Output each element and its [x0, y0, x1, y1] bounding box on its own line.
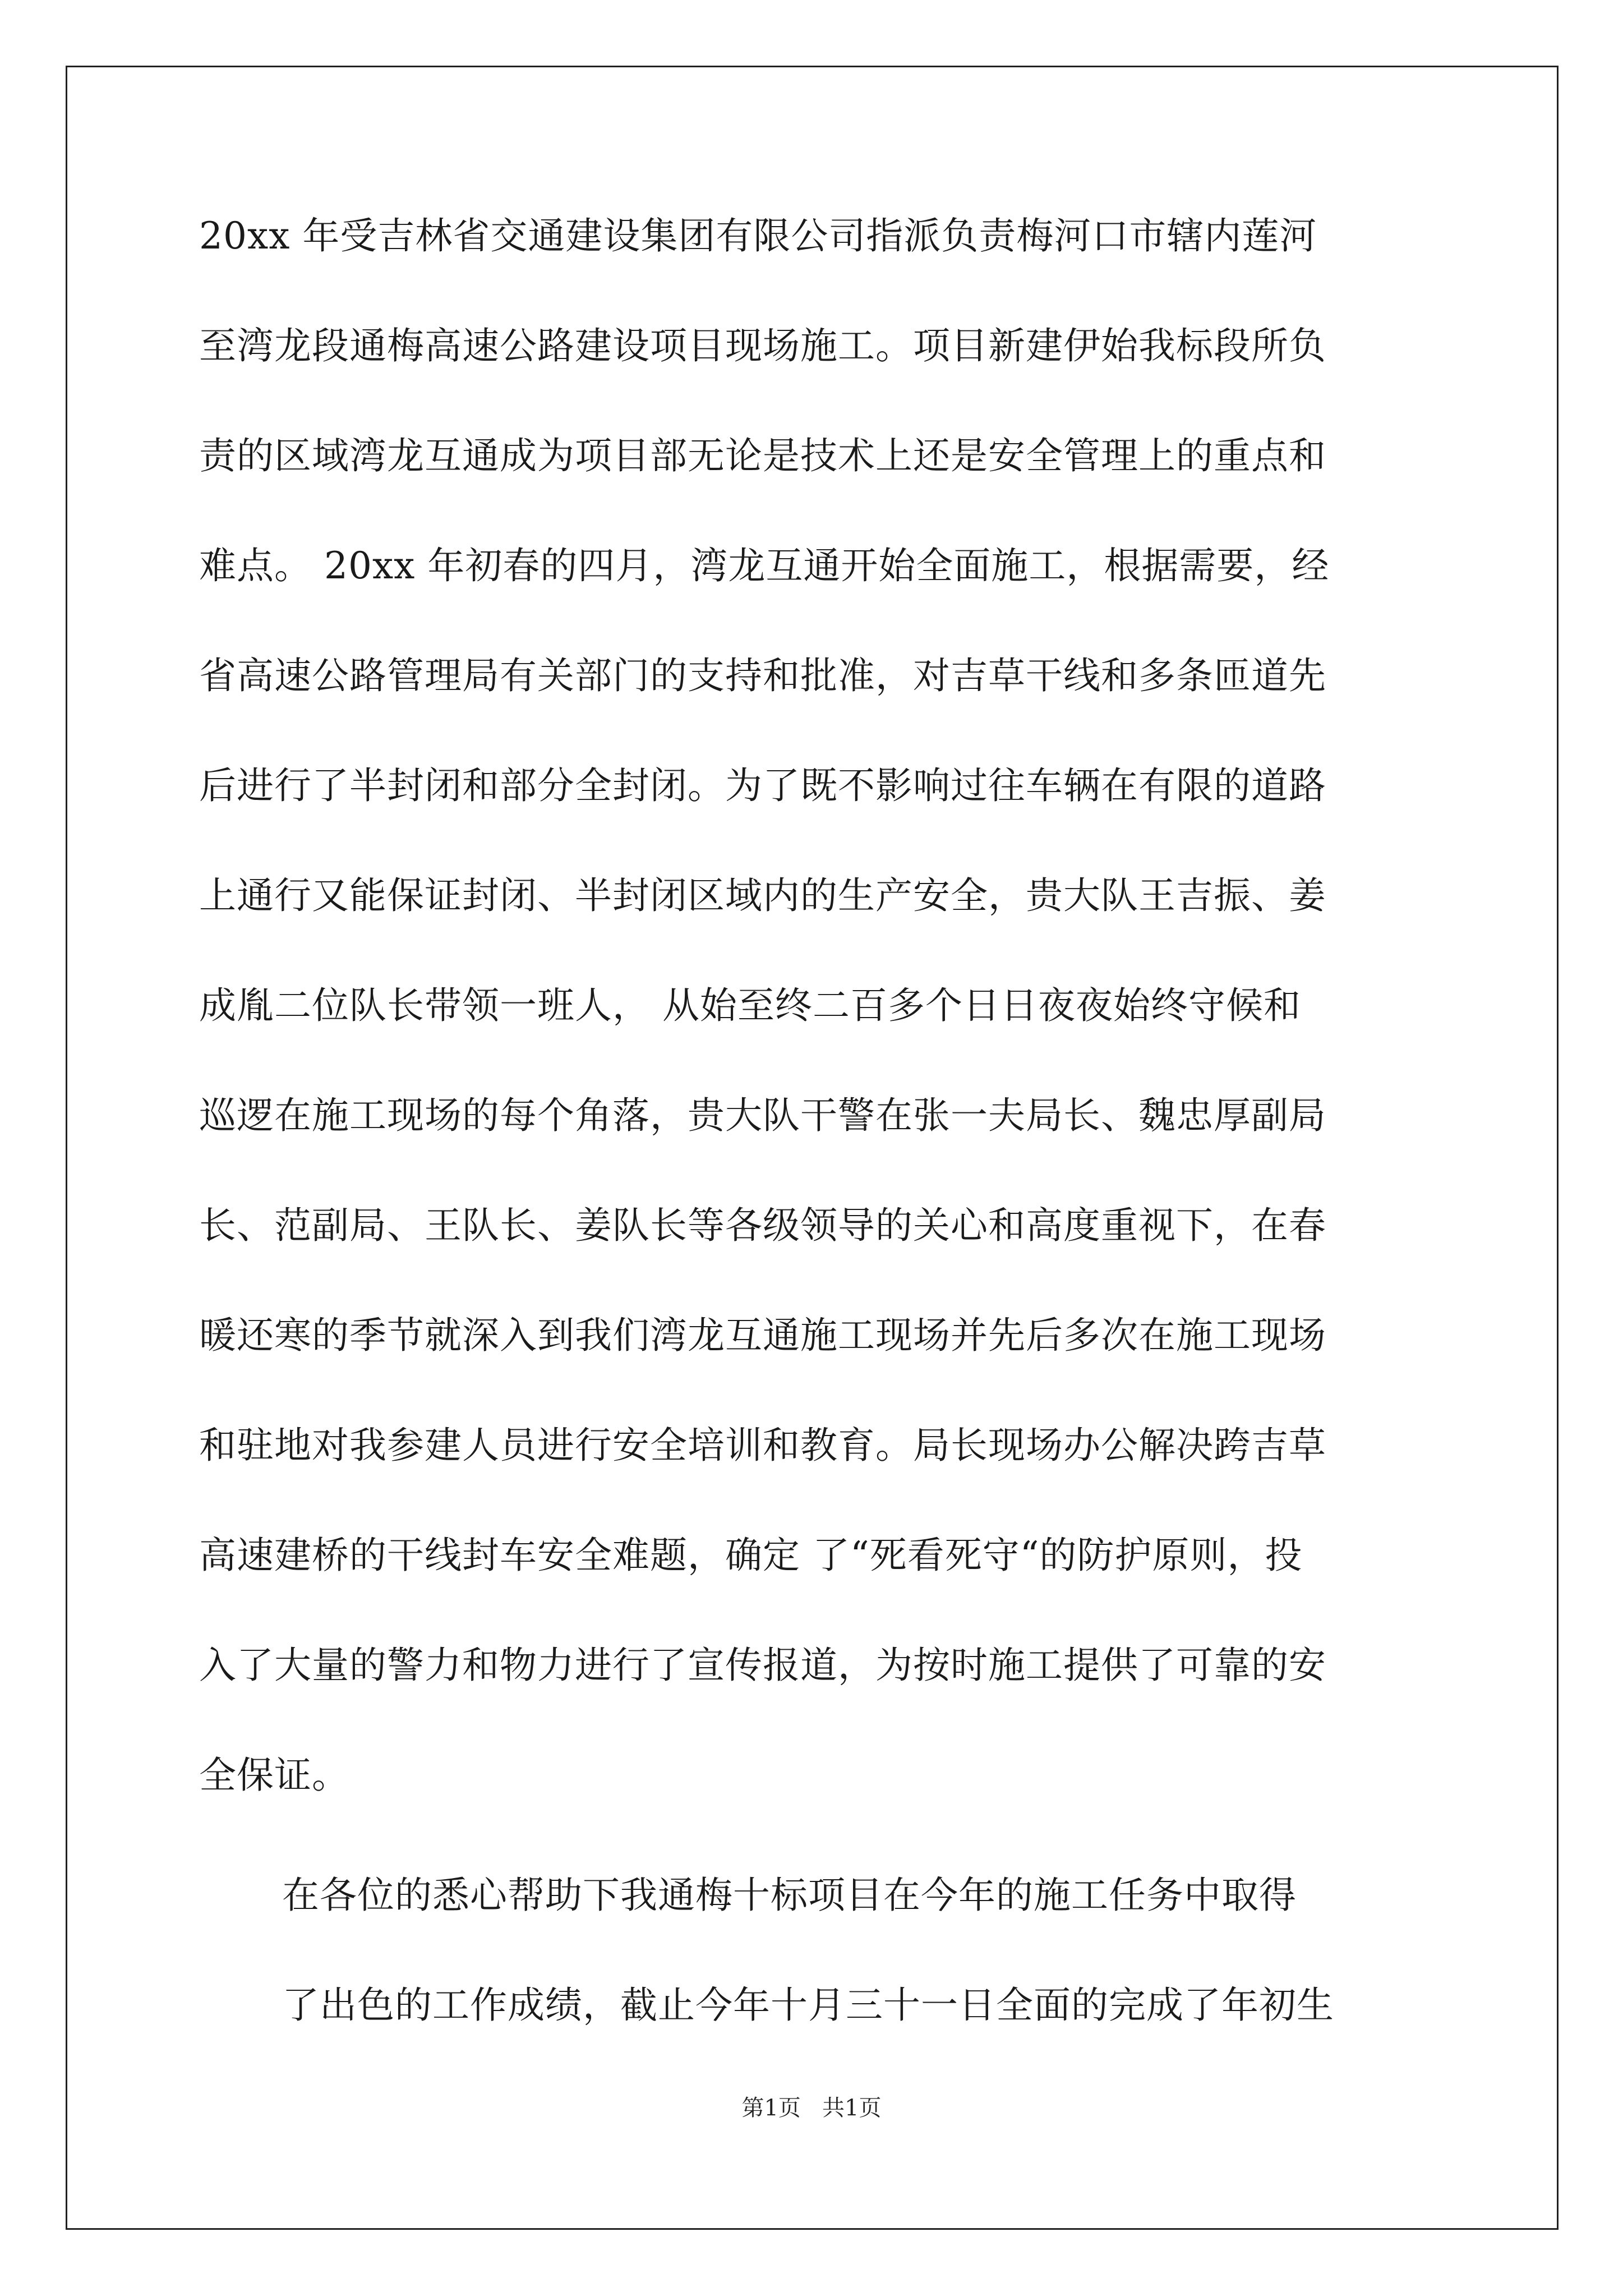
text-line: 全保证。 — [199, 1754, 349, 1797]
text-line: 了出色的工作成绩，截止今年十月三十一日全面的完成了年初生 — [282, 1984, 1334, 2027]
text-line: 上通行又能保证封闭、半封闭区域内的生产安全，贵大队王吉振、姜 — [199, 874, 1326, 917]
text-line: 和驻地对我参建人员进行安全培训和教育。局长现场办公解决跨吉草 — [199, 1424, 1326, 1467]
text-line: 后进行了半封闭和部分全封闭。为了既不影响过往车辆在有限的道路 — [199, 764, 1326, 807]
document-body — [199, 214, 1433, 2097]
text-line: 责的区域湾龙互通成为项目部无论是技术上还是安全管理上的重点和 — [199, 434, 1326, 477]
text-line: 暖还寒的季节就深入到我们湾龙互通施工现场并先后多次在施工现场 — [199, 1314, 1326, 1357]
text-line: 20xx 年受吉林省交通建设集团有限公司指派负责梅河口市辖内莲河 — [199, 214, 1317, 257]
text-line: 成胤二位队长带领一班人， 从始至终二百多个日日夜夜始终守候和 — [199, 984, 1301, 1027]
text-line: 入了大量的警力和物力进行了宣传报道，为按时施工提供了可靠的安 — [199, 1644, 1326, 1687]
text-line: 长、范副局、王队长、姜队长等各级领导的关心和高度重视下，在春 — [199, 1204, 1326, 1247]
text-line: 难点。 20xx 年初春的四月，湾龙互通开始全面施工，根据需要，经 — [199, 544, 1330, 587]
text-line: 高速建桥的干线封车安全难题，确定 了“死看死守“的防护原则，投 — [199, 1534, 1303, 1577]
text-line: 在各位的悉心帮助下我通梅十标项目在今年的施工任务中取得 — [282, 1874, 1297, 1917]
text-line: 省高速公路管理局有关部门的支持和批准，对吉草干线和多条匝道先 — [199, 654, 1326, 697]
text-line: 巡逻在施工现场的每个角落，贵大队干警在张一夫局长、魏忠厚副局 — [199, 1094, 1326, 1137]
page-number-footer: 第1页 共1页 — [741, 2095, 882, 2121]
text-line: 至湾龙段通梅高速公路建设项目现场施工。项目新建伊始我标段所负 — [199, 324, 1326, 367]
